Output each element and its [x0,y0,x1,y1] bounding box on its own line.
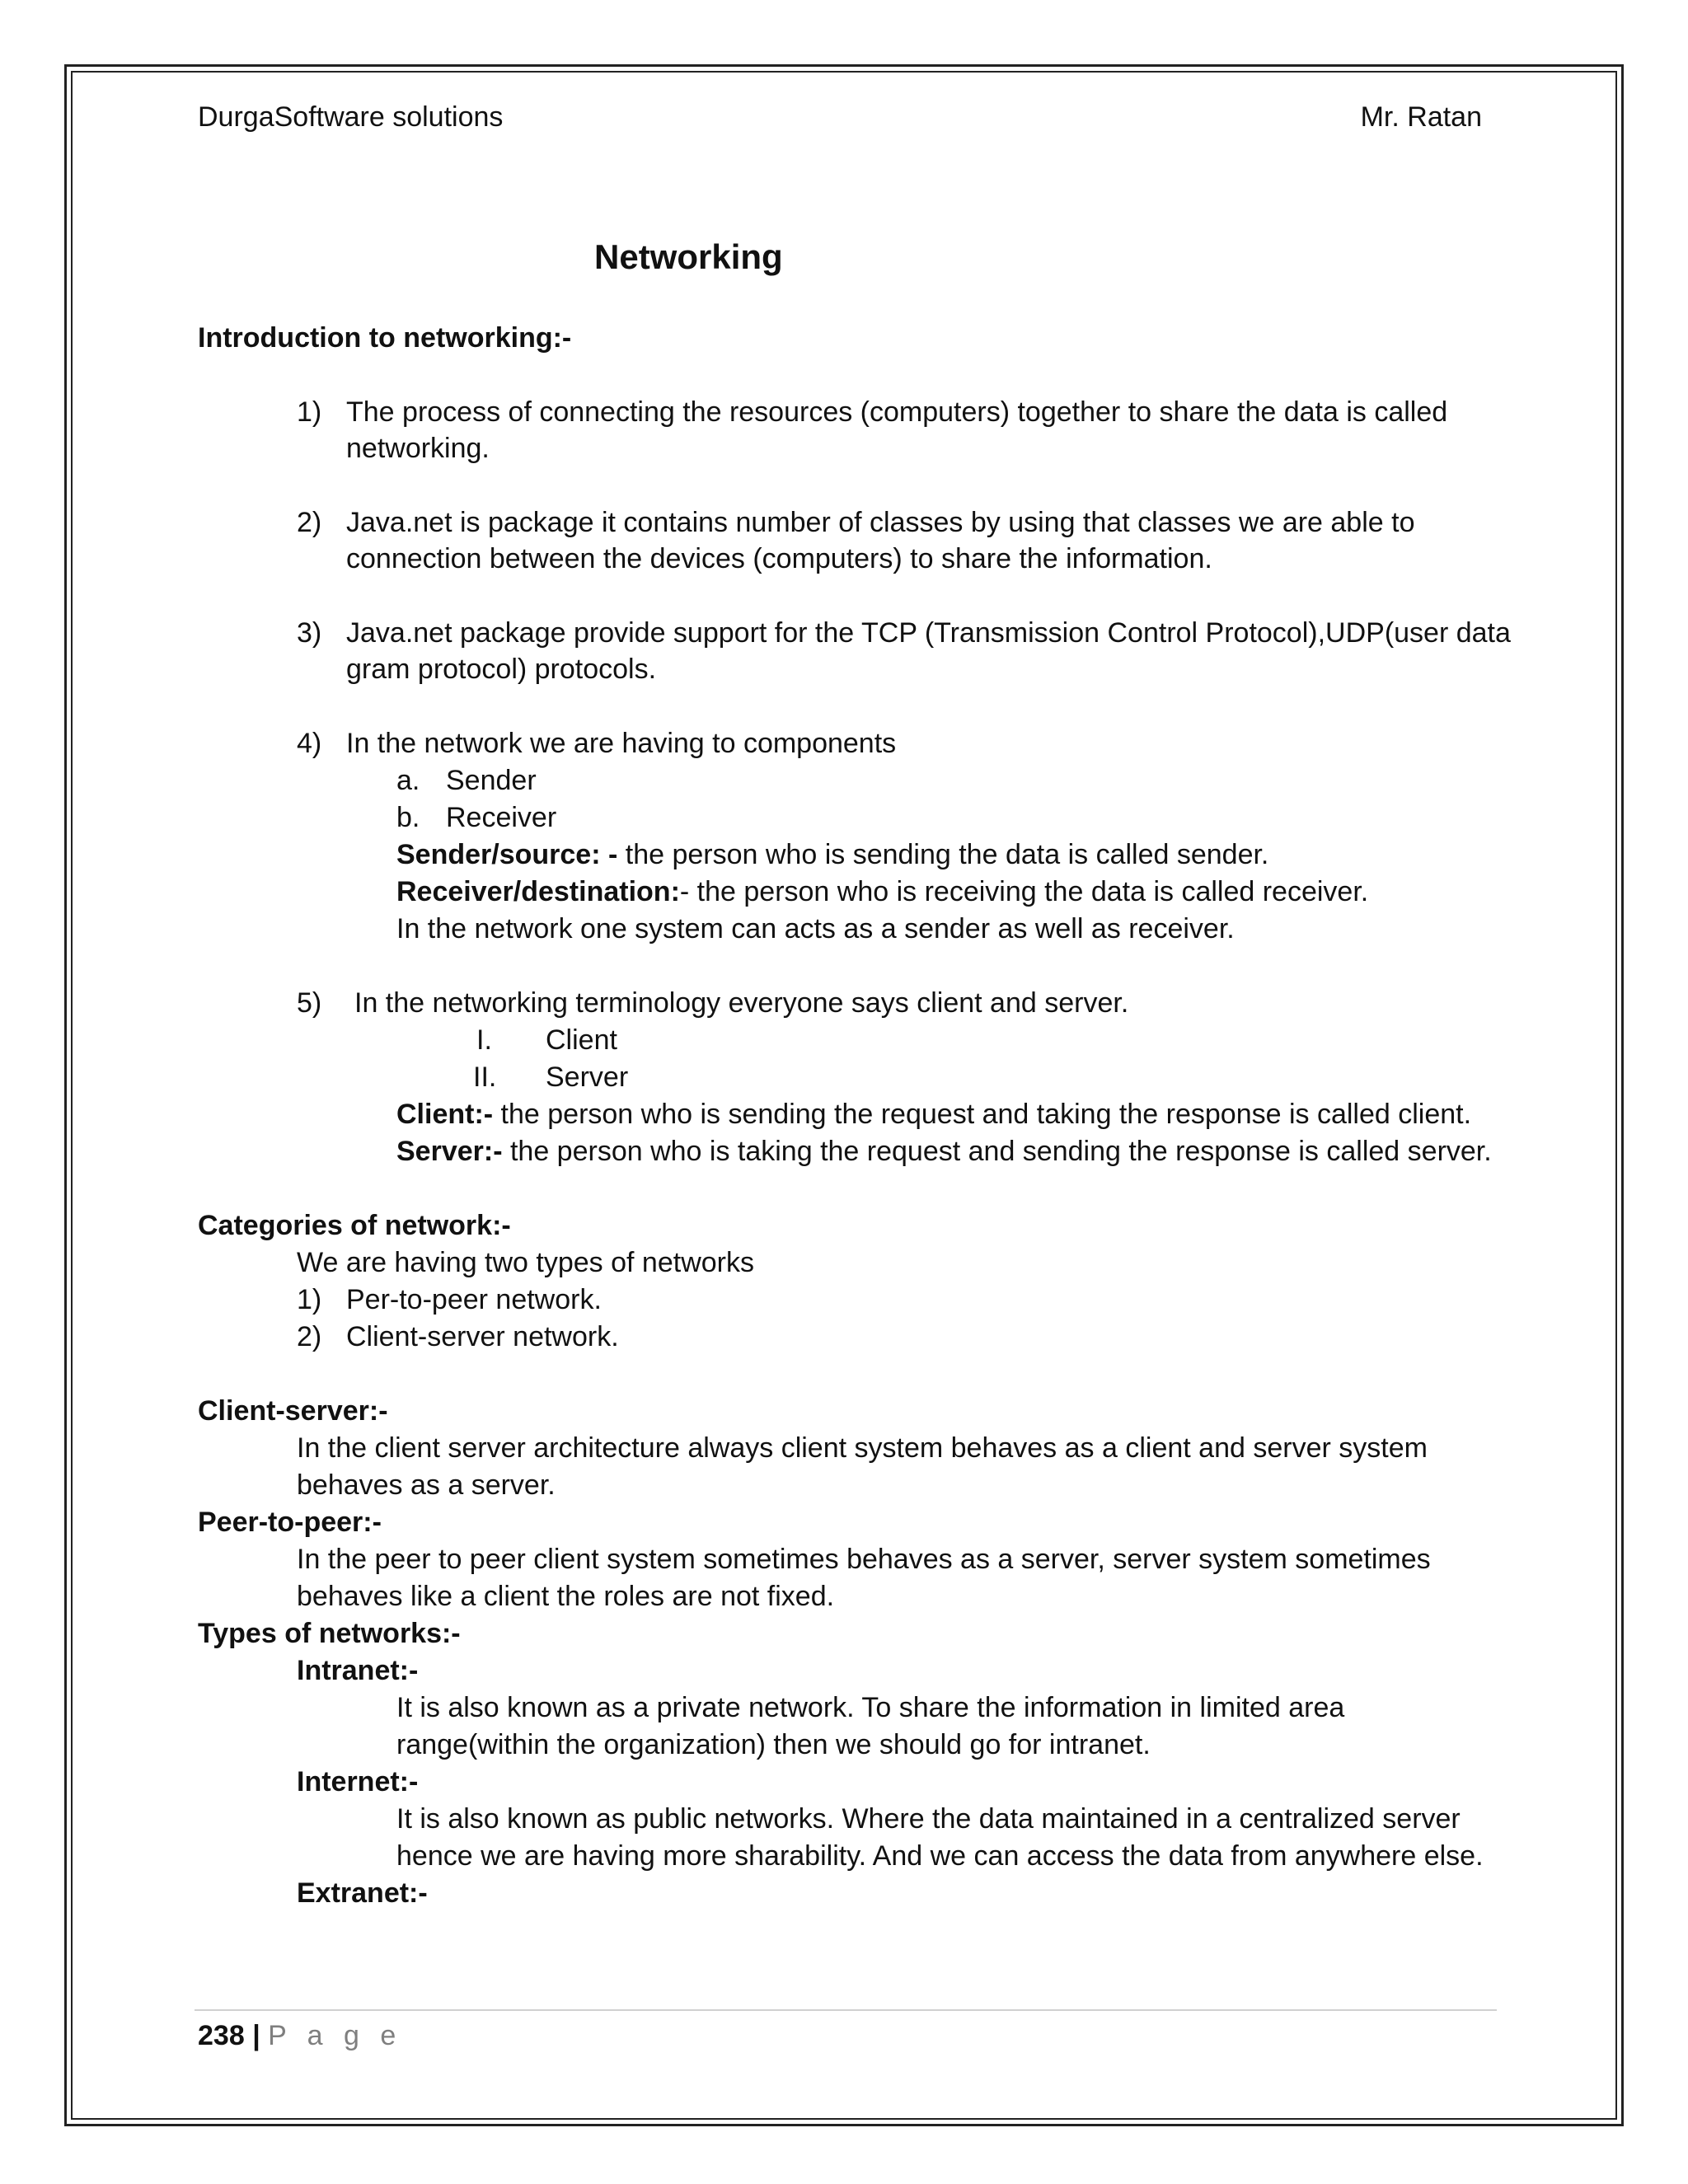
list-item-text: In the network we are having to components [346,728,897,759]
section-heading-intro: Introduction to networking:- [198,322,572,354]
list-item-text: In the networking terminology everyone says client and server. [354,987,1129,1019]
sublist-item: Server [546,1062,629,1093]
sublist-item: Receiver [446,802,557,833]
list-item-text: Java.net is package it contains number of classes by using that classes we are able to [346,507,1415,538]
definition-term: Client:- [396,1099,494,1130]
sublist-item: Client [546,1024,617,1056]
note-text: In the network one system can acts as a sender as well as receiver. [396,913,1235,944]
list-item-text: The process of connecting the resources (computers) together to share the data is called [346,396,1448,428]
list-item-text: Client-server network. [346,1321,619,1352]
definition-line [396,874,1368,910]
page-label: P a g e [268,2020,403,2051]
sublist-marker: a. [396,765,420,796]
paragraph-text: We are having two types of networks [297,1247,754,1278]
list-number: 2) [297,1321,322,1352]
sublist-marker: II. [473,1062,497,1093]
sublist-marker: b. [396,802,420,833]
footer-divider [195,2009,1497,2011]
list-number: 5) [297,987,322,1019]
footer-separator: | [252,2020,260,2051]
header-left: DurgaSoftware solutions [198,101,504,133]
paragraph-text: It is also known as a private network. To share the information in limited area [396,1692,1345,1723]
paragraph-text: In the client server architecture always client system behaves as a client and server system [297,1432,1428,1464]
paragraph-text: In the peer to peer client system sometimes behaves as a server, server system sometimes [297,1544,1431,1575]
sublist-item: Sender [446,765,537,796]
paragraph-text: hence we are having more sharability. And we can access the data from anywhere else. [396,1840,1484,1872]
definition-term: Sender/source: - [396,839,618,870]
section-heading-categories: Categories of network:- [198,1210,511,1241]
page-title: Networking [594,237,783,276]
definition-line [396,1096,1471,1132]
subheading-intranet: Intranet:- [297,1655,419,1686]
list-number: 1) [297,396,322,428]
header-right: Mr. Ratan [1360,101,1482,133]
list-number: 3) [297,617,322,649]
list-item-text: gram protocol) protocols. [346,654,657,685]
section-heading-client-server: Client-server:- [198,1395,388,1427]
paragraph-text: behaves like a client the roles are not fixed. [297,1581,835,1612]
list-number: 4) [297,728,322,759]
list-item-text: networking. [346,433,490,464]
subheading-internet: Internet:- [297,1766,419,1797]
paragraph-text: range(within the organization) then we should go for intranet. [396,1729,1151,1760]
definition-text: the person who is taking the request and sending the response is called server. [502,1136,1492,1167]
definition-text: the person who is sending the request and taking the response is called client. [493,1099,1472,1130]
definition-line [396,1133,1492,1169]
list-number: 2) [297,507,322,538]
sublist-marker: I. [476,1024,492,1056]
list-item-text: Java.net package provide support for the TCP (Transmission Control Protocol),UDP(user data [346,617,1511,649]
paragraph-text: It is also known as public networks. Where the data maintained in a centralized server [396,1803,1461,1835]
definition-term: Server:- [396,1136,503,1167]
page-number: 238 [198,2020,245,2051]
definition-term: Receiver/destination: [396,876,680,907]
definition-text: - the person who is receiving the data is called receiver. [679,876,1369,907]
section-heading-peer-to-peer: Peer-to-peer:- [198,1507,382,1538]
paragraph-text: behaves as a server. [297,1469,556,1501]
subheading-extranet: Extranet:- [297,1877,428,1909]
definition-line [396,837,1268,873]
list-item-text: Per-to-peer network. [346,1284,602,1315]
page-footer [198,2018,402,2054]
list-number: 1) [297,1284,322,1315]
list-item-text: connection between the devices (computers) to share the information. [346,543,1212,574]
definition-text: the person who is sending the data is called sender. [617,839,1269,870]
section-heading-types: Types of networks:- [198,1618,461,1649]
